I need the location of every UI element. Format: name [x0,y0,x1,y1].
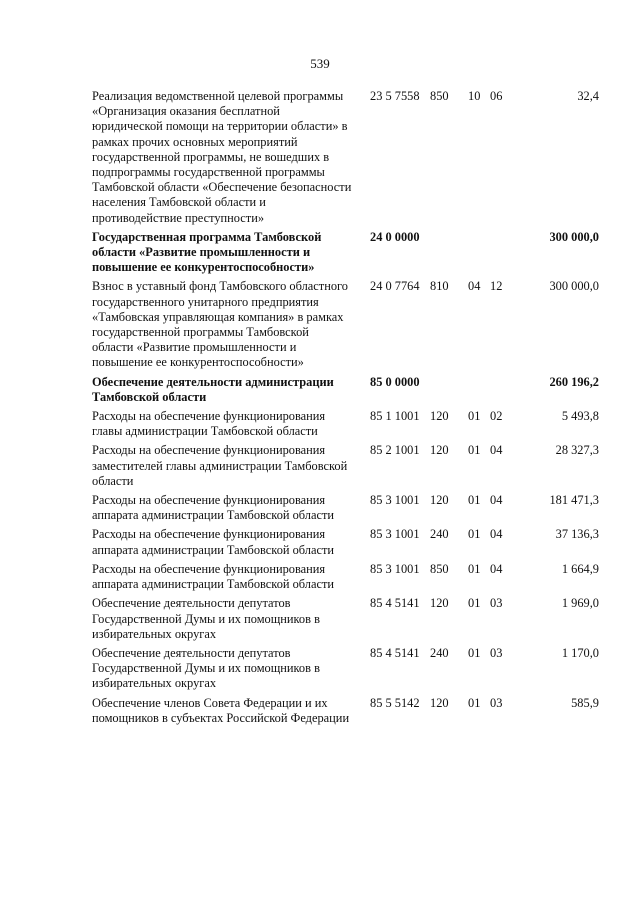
subsection-code: 04 [490,493,503,508]
amount: 585,9 [571,695,599,710]
row-description: Расходы на обеспечение функционирования аппарата администрации Тамбовской области [92,493,335,523]
target-article-code: 85 3 1001 [370,527,420,542]
section-code: 01 [468,527,481,542]
target-article-code: 85 3 1001 [370,561,420,576]
amount: 181 471,3 [549,493,599,508]
expense-type-code: 850 [430,89,449,103]
expense-type-code: 240 [430,645,449,660]
section-code: 01 [468,645,481,660]
expense-type-code: 120 [430,596,449,611]
amount: 37 136,3 [555,527,599,542]
expense-type-code: 120 [430,695,449,710]
amount: 300 000,0 [549,279,599,294]
table-row [92,696,602,726]
amount: 32,4 [577,89,599,103]
target-article-code: 24 0 0000 [370,229,420,244]
table-row [92,527,602,557]
expense-type-code: 120 [430,443,449,458]
section-code: 01 [468,493,481,508]
section-code: 01 [468,695,481,710]
expense-type-code: 120 [430,409,449,424]
table-row [92,596,602,642]
section-code: 04 [468,279,481,294]
subsection-code: 04 [490,561,503,576]
budget-table [92,89,602,730]
amount: 1 664,9 [561,561,599,576]
row-description: Расходы на обеспечение функционирования аппарата администрации Тамбовской области [92,561,335,592]
target-article-code: 85 4 5141 [370,596,420,611]
row-description: Расходы на обеспечение функционирования заместителей главы администрации Тамбовской области [92,443,348,488]
target-article-code: 23 5 7558 [370,89,420,103]
expense-type-code: 850 [430,561,449,576]
target-article-code: 85 5 5142 [370,695,420,710]
target-article-code: 85 3 1001 [370,493,420,508]
row-description: Взнос в уставный фонд Тамбовского областного государственного унитарного предприятия «Тамбовская управляющая компания» в рамках государственной программы Тамбовской области «Развитие промышленности и повышение ее конкурентоспособности» [92,279,349,370]
amount: 1 170,0 [561,645,599,660]
table-row [92,89,602,226]
section-code: 01 [468,443,481,458]
expense-type-code: 120 [430,493,449,508]
row-description: Государственная программа Тамбовской области «Развитие промышленности и повышение ее конкурентоспособности» [92,229,322,275]
subsection-code: 04 [490,443,503,458]
expense-type-code: 810 [430,279,449,294]
target-article-code: 85 1 1001 [370,409,420,424]
row-description: Реализация ведомственной целевой программы «Организация оказания бесплатной юридической помощи на территории области» в рамках прочих основных мероприятий государственной программы, не вошедших в подпрограммы государственной программы Тамбовской области «Обеспечение безопасности населения Тамбовской области и противодействие преступности» [92,89,352,225]
subsection-code: 03 [490,596,503,611]
table-row [92,493,602,523]
section-code: 01 [468,596,481,611]
section-code: 10 [468,89,481,103]
amount: 300 000,0 [549,229,599,244]
subsection-code: 02 [490,409,503,424]
subsection-code: 12 [490,279,503,294]
target-article-code: 85 4 5141 [370,645,420,660]
amount: 5 493,8 [561,409,599,424]
amount: 28 327,3 [555,443,599,458]
row-description: Расходы на обеспечение функционирования главы администрации Тамбовской области [92,409,326,439]
table-row [92,562,602,592]
table-row [92,443,602,489]
table-row [92,230,602,276]
target-article-code: 24 0 7764 [370,279,420,294]
amount: 1 969,0 [561,596,599,611]
row-description: Обеспечение деятельности депутатов Государственной Думы и их помощников в избирательных округах [92,596,320,641]
target-article-code: 85 2 1001 [370,443,420,458]
page-number: 539 [310,56,330,71]
table-row [92,409,602,439]
subsection-code: 03 [490,645,503,660]
table-row [92,375,602,405]
row-description: Обеспечение деятельности администрации Тамбовской области [92,374,334,404]
subsection-code: 03 [490,695,503,710]
row-description: Расходы на обеспечение функционирования аппарата администрации Тамбовской области [92,527,335,557]
amount: 260 196,2 [549,374,599,389]
section-code: 01 [468,409,481,424]
expense-type-code: 240 [430,527,449,542]
section-code: 01 [468,561,481,576]
row-description: Обеспечение деятельности депутатов Государственной Думы и их помощников в избирательных округах [92,645,320,691]
subsection-code: 04 [490,527,503,542]
row-description: Обеспечение членов Совета Федерации и их помощников в субъектах Российской Федерации [92,695,350,725]
subsection-code: 06 [490,89,503,103]
table-row [92,646,602,692]
target-article-code: 85 0 0000 [370,374,420,389]
table-row [92,279,602,370]
